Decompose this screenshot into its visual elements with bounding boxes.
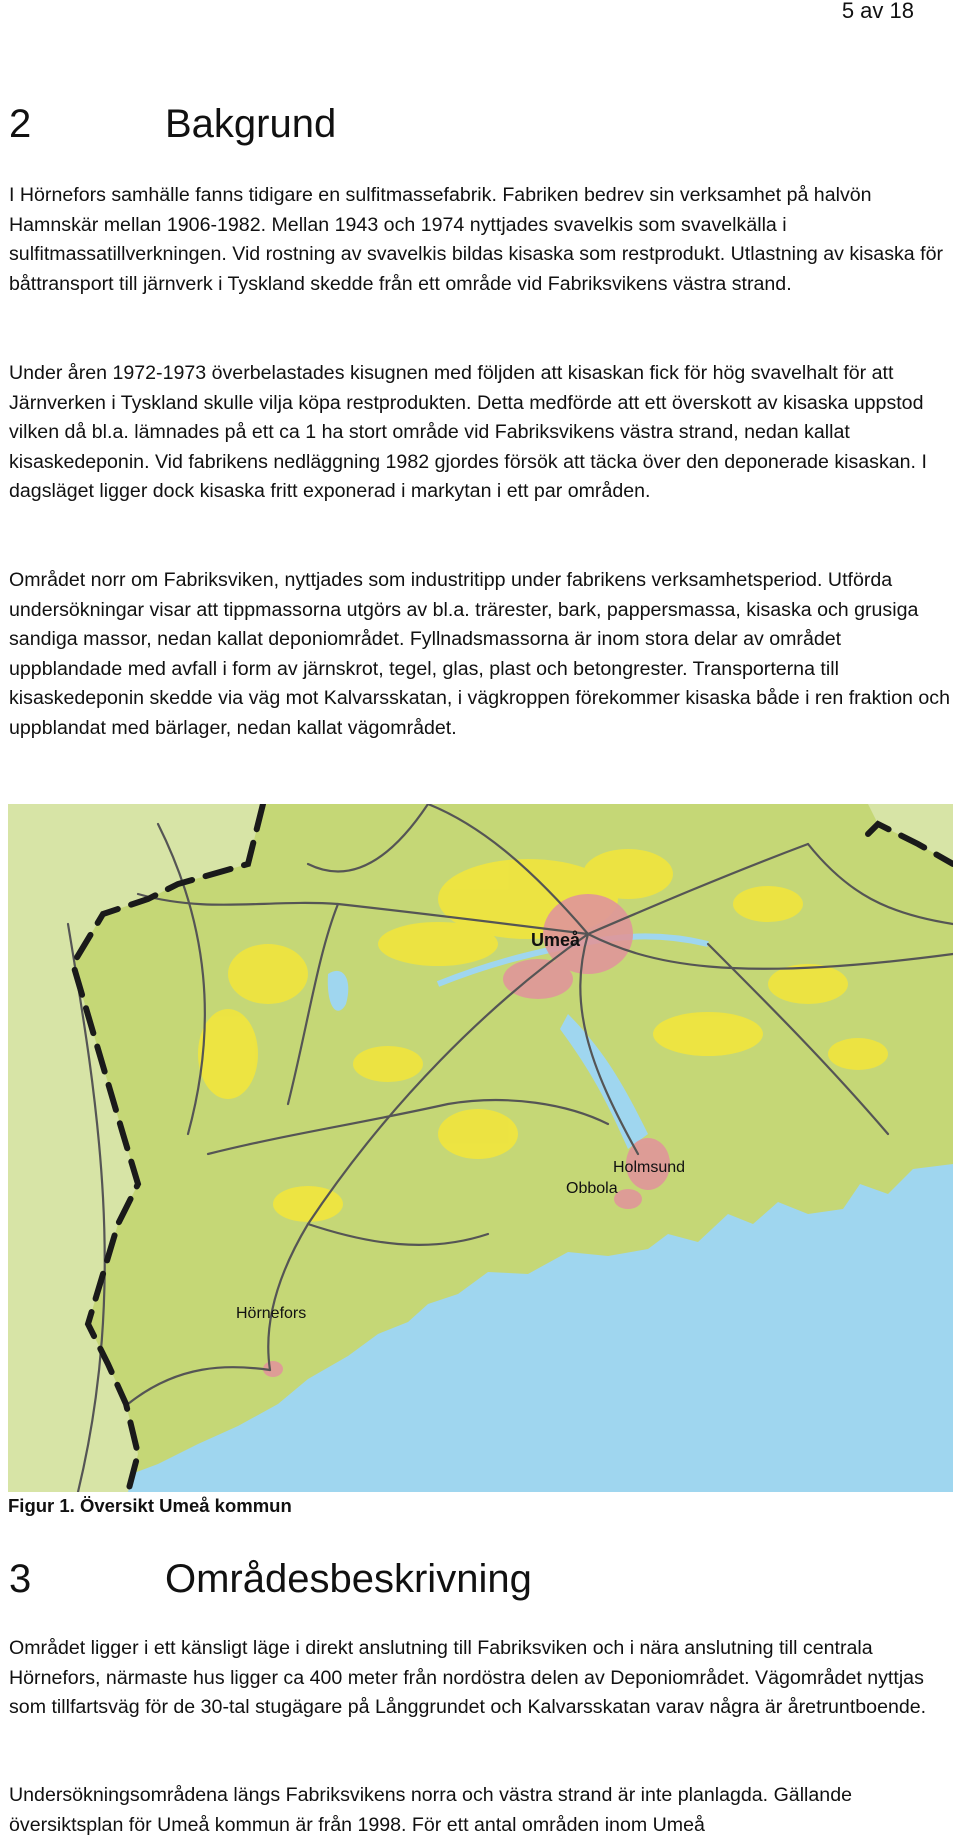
- section-3-paragraph-2: Undersökningsområdena längs Fabriksvikens norra och västra strand är inte planlagda. Gällande översiktsplan för Umeå kommun är från 1998. För ett antal områden inom Umeå: [9, 1784, 853, 1836]
- figure-caption: Figur 1. Översikt Umeå kommun: [8, 1495, 292, 1516]
- section-3-paragraph-1: Området ligger i ett känsligt läge i direkt anslutning till Fabriksviken och i nära anslutning till centrala Hörnefors, närmaste hus ligger ca 400 meter från nordöstra delen av Deponiområdet. Vägområdet nyttjas som tillfartsväg för de 30-tal stugägare på Långgrundet och Kalvarsskatan varav några är åretruntboende.: [9, 1637, 927, 1718]
- map-label-holmsund: Holmsund: [613, 1159, 686, 1176]
- page-number: 5 av 18: [841, 0, 914, 23]
- map-label-hornefors: Hörnefors: [236, 1305, 307, 1322]
- map-label-obbola: Obbola: [566, 1180, 618, 1197]
- map-label-umea: Umeå: [531, 930, 581, 950]
- section-2-paragraph-1: I Hörnefors samhälle fanns tidigare en sulfitmassefabrik. Fabriken bedrev sin verksamhet på halvön Hamnskär mellan 1906-1982. Mellan 1943 och 1974 nyttjades svavelkis som svavelkälla i sulfitmassatillverkningen. Vid rostning av svavelkis bildas kisaska som restprodukt. Utlastning av kisaska för båttransport till järnverk i Tyskland skedde från ett område vid Fabriksvikens västra strand.: [9, 184, 944, 295]
- section-2-paragraph-2: Under åren 1972-1973 överbelastades kisugnen med följden att kisaskan fick för hög svavelhalt för att Järnverken i Tyskland skulle vilja köpa restprodukten. Detta medförde att ett överskott av kisaska uppstod vilken då bl.a. lämnades på ett ca 1 ha stort område vid Fabriksvikens västra strand, nedan kallat kisaskedeponin. Vid fabrikens nedläggning 1982 gjordes försök att täcka över den deponerade kisaskan. I dagsläget ligger dock kisaska fritt exponerad i markytan i ett par områden.: [9, 362, 927, 502]
- section-3-number: 3: [9, 1557, 32, 1601]
- section-2-heading: [9, 100, 949, 148]
- section-3-title: Områdesbeskrivning: [165, 1557, 532, 1601]
- overview-map: [8, 804, 953, 1492]
- section-2-number: 2: [9, 102, 32, 146]
- section-2-paragraph-3: Området norr om Fabriksviken, nyttjades som industritipp under fabrikens verksamhetsperiod. Utförda undersökningar visar att tippmassorna utgörs av bl.a. trärester, bark, pappersmassa, kisaska och grusiga sandiga massor, nedan kallat deponiområdet. Fyllnadsmassorna är inom stora delar av området uppblandade med avfall i form av järnskrot, tegel, glas, plast och betongrester. Transporterna till kisaskedeponin skedde via väg mot Kalvarsskatan, i vägkroppen förekommer kisaska både i ren fraktion och uppblandat med bärlager, nedan kallat vägområdet.: [9, 569, 950, 739]
- section-3-heading: [9, 1555, 949, 1603]
- section-2-title: Bakgrund: [165, 102, 337, 146]
